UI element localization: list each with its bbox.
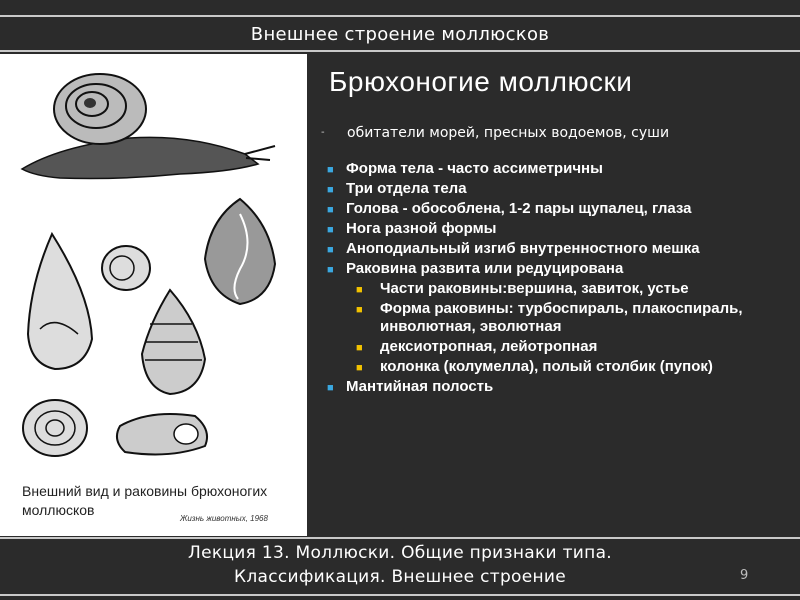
bullet-text: Три отдела тела	[346, 180, 467, 197]
sub-bullet-text: Части раковины:вершина, завиток, устье	[380, 280, 689, 297]
bullet-item	[326, 160, 796, 178]
header-divider	[0, 50, 800, 52]
sub-bullet-item	[346, 280, 796, 298]
snail-body	[22, 137, 258, 178]
bullet-item	[326, 378, 796, 396]
sub-bullet-item	[346, 338, 796, 356]
shell-planispiral	[23, 400, 87, 456]
bullet-item	[326, 180, 796, 198]
snail-tentacle-1	[245, 146, 275, 154]
bullet-icon: ■	[327, 224, 334, 236]
slide-footer	[0, 541, 800, 589]
top-divider	[0, 15, 800, 17]
footer-line-1: Лекция 13. Моллюски. Общие признаки типа.	[187, 543, 612, 563]
snail-shell-apex	[84, 98, 96, 108]
bullet-icon: ■	[327, 244, 334, 256]
bullet-icon: ■	[327, 264, 334, 276]
sub-bullet-text: дексиотропная, лейотропная	[380, 338, 598, 355]
illustration-panel	[0, 54, 307, 536]
bullet-icon: ■	[327, 164, 334, 176]
bullet-list	[326, 160, 796, 398]
sub-bullet-list	[346, 280, 796, 376]
sub-bullet-item	[346, 358, 796, 376]
sub-bullet-text: Форма раковины: турбоспираль, плакоспираль, инволютная, эволютная	[380, 300, 743, 335]
bullet-text: Форма тела - часто ассиметричны	[346, 160, 603, 177]
sub-bullet-text: колонка (колумелла), полый столбик (пупок)	[380, 358, 713, 375]
bullet-text: Голова - обособлена, 1-2 пары щупалец, глаза	[346, 200, 692, 217]
bullet-icon: ■	[327, 204, 334, 216]
bullet-text: Аноподиальный изгиб внутренностного мешка	[346, 240, 700, 257]
footer-line-2: Классификация. Внешнее строение	[233, 567, 567, 587]
sub-bullet-icon: ■	[356, 362, 363, 374]
bullet-item	[326, 260, 796, 376]
dash-icon: -	[321, 127, 325, 138]
section-heading: Брюхоногие моллюски	[329, 66, 633, 97]
shell-involute-aperture	[174, 424, 198, 444]
bottom-divider	[0, 594, 800, 596]
slide-header-title: Внешнее строение моллюсков	[250, 24, 550, 45]
bullet-item	[326, 220, 796, 238]
image-caption: Внешний вид и раковины брюхоногих моллюсков	[22, 483, 268, 518]
footer-divider	[0, 537, 800, 539]
intro-text: обитатели морей, пресных водоемов, суши	[347, 125, 670, 141]
sub-bullet-icon: ■	[356, 304, 363, 316]
bullet-item	[326, 200, 796, 218]
intro-line	[321, 124, 791, 142]
bullet-text: Раковина развита или редуцирована	[346, 260, 624, 277]
shell-small	[102, 246, 150, 290]
image-source: Жизнь животных, 1968	[180, 514, 268, 523]
bullet-icon: ■	[327, 184, 334, 196]
sub-bullet-icon: ■	[356, 342, 363, 354]
bullet-text: Мантийная полость	[346, 378, 494, 395]
page-number: 9	[740, 568, 749, 583]
snail-illustration	[0, 54, 307, 536]
sub-bullet-icon: ■	[356, 284, 363, 296]
bullet-item	[326, 240, 796, 258]
sub-bullet-item	[346, 300, 796, 336]
shell-tall	[28, 234, 92, 369]
bullet-icon: ■	[327, 382, 334, 394]
bullet-text: Нога разной формы	[346, 220, 497, 237]
